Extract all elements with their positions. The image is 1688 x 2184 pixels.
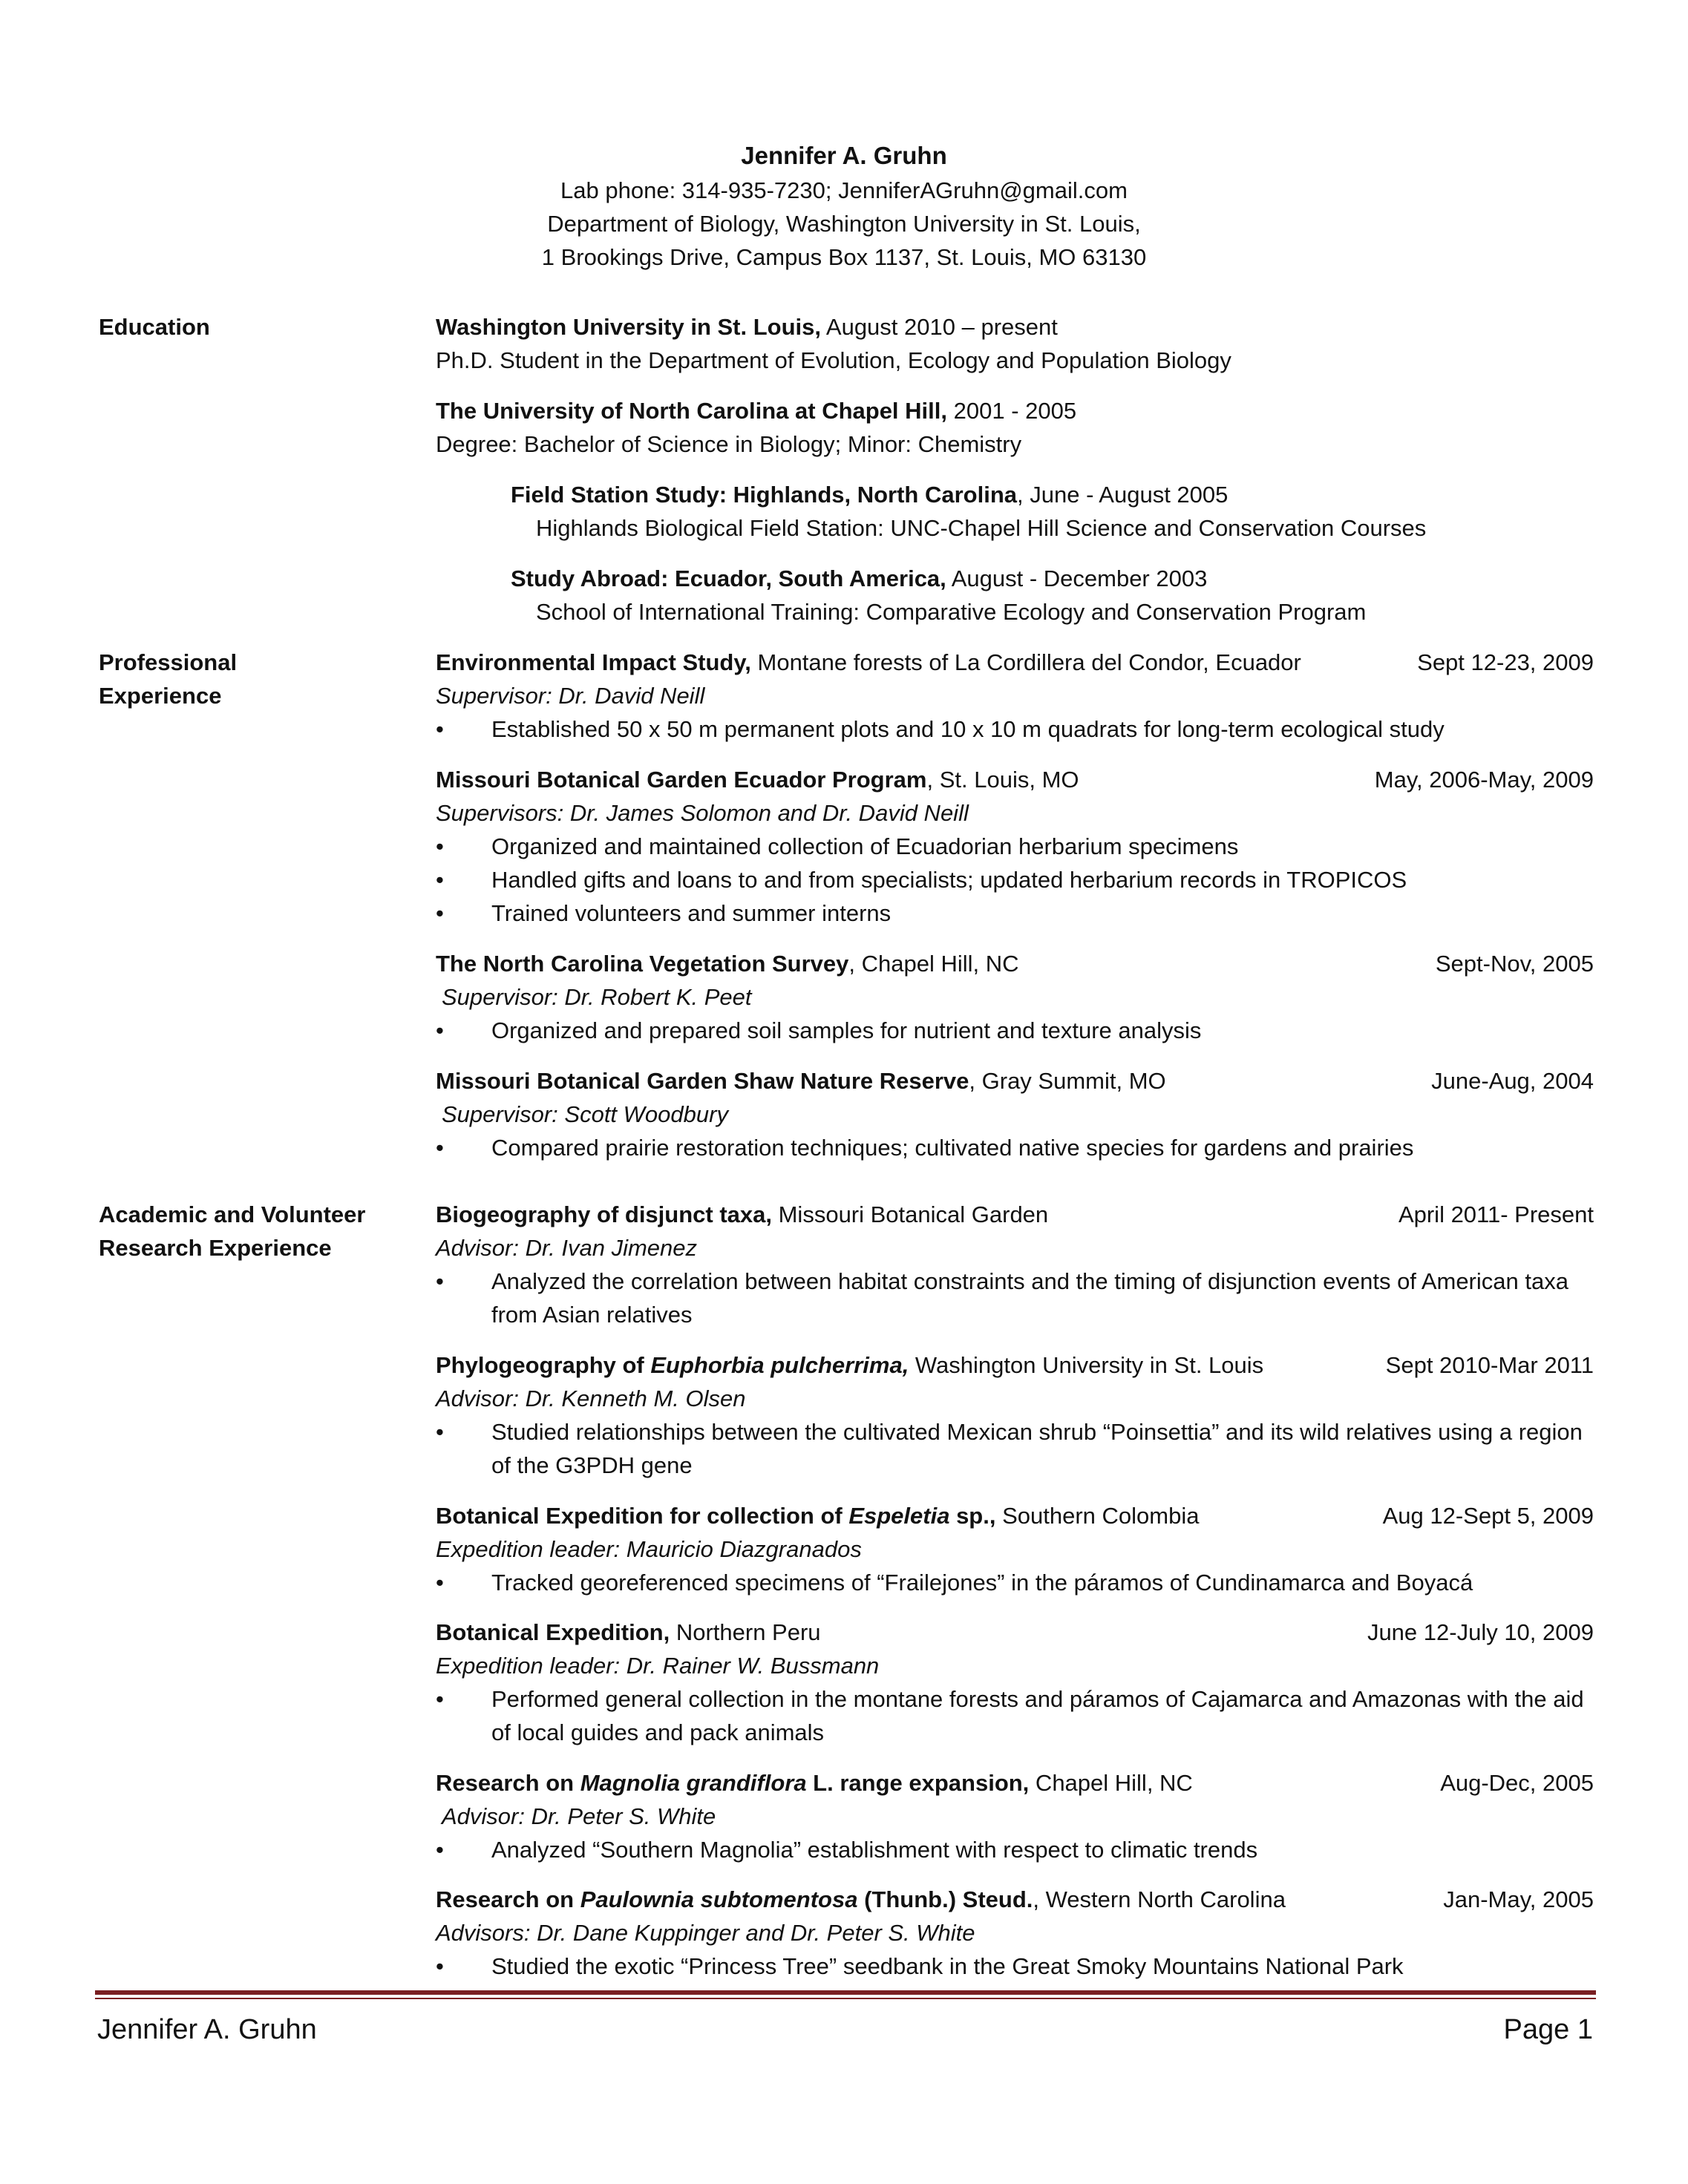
education-entry-wustl (436, 310, 1594, 377)
section-label-academic (99, 1198, 418, 1265)
entry-org: The University of North Carolina at Chapel Hill, (436, 398, 947, 424)
academic-entry-peru-expedition (436, 1616, 1594, 1749)
bullet-item: • Organized and prepared soil samples for nutrient and texture analysis (436, 1014, 1594, 1047)
academic-entry-biogeography (436, 1198, 1594, 1331)
footer-name: Jennifer A. Gruhn (97, 2014, 317, 2045)
entry-description: Highlands Biological Field Station: UNC-Chapel Hill Science and Conservation Courses (536, 515, 1427, 541)
education-entry-unc (436, 394, 1594, 461)
section-label-education: Education (99, 314, 210, 340)
bullet-item: • Studied the exotic “Princess Tree” seedbank in the Great Smoky Mountains National Park (436, 1949, 1594, 1983)
entry-details: August - December 2003 (946, 565, 1208, 591)
bullet-item: • Handled gifts and loans to and from specialists; updated herbarium records in TROPICOS (436, 863, 1594, 896)
entry-supervisor: Advisor: Dr. Kenneth M. Olsen (436, 1386, 746, 1411)
entry-heading (436, 1499, 1594, 1532)
entry-bullets (436, 830, 1594, 930)
entry-details: , St. Louis, MO (926, 767, 1079, 793)
education-entry-study-abroad (511, 562, 1594, 629)
entry-details: , Western North Carolina (1033, 1886, 1286, 1912)
entry-bullets (436, 712, 1594, 746)
entry-supervisor: Supervisor: Dr. David Neill (436, 683, 705, 709)
entry-details: , June - August 2005 (1017, 482, 1229, 508)
academic-entry-paulownia (436, 1883, 1594, 1983)
entry-details: Washington University in St. Louis (909, 1352, 1264, 1378)
bullet-item: • Established 50 x 50 m permanent plots and 10 x 10 m quadrats for long-term ecological study (436, 712, 1594, 746)
contact-line: Lab phone: 314-935-7230; JenniferAGruhn@gmail.com (560, 177, 1128, 203)
entry-heading (436, 1616, 1594, 1649)
entry-date: April 2011- Present (1398, 1201, 1594, 1227)
entry-heading (511, 562, 1594, 595)
entry-details: , Chapel Hill, NC (848, 951, 1019, 977)
academic-entry-magnolia (436, 1766, 1594, 1866)
entry-details: Montane forests of La Cordillera del Condor, Ecuador (750, 649, 1301, 675)
entry-details: Northern Peru (670, 1619, 821, 1645)
entry-org-suffix: sp., (949, 1503, 996, 1529)
entry-supervisor: Advisors: Dr. Dane Kuppinger and Dr. Peter S. White (436, 1920, 975, 1946)
resume-header (0, 138, 1688, 274)
entry-org-taxon: Euphorbia pulcherrima, (650, 1352, 909, 1378)
entry-description: Degree: Bachelor of Science in Biology; Minor: Chemistry (436, 431, 1022, 457)
bullet-item: • Analyzed “Southern Magnolia” establishment with respect to climatic trends (436, 1833, 1594, 1866)
entry-org: Washington University in St. Louis, (436, 314, 821, 340)
entry-org: The North Carolina Vegetation Survey (436, 951, 849, 977)
professional-entry-nc-vegetation-survey (436, 947, 1594, 1047)
entry-bullets (436, 1566, 1594, 1599)
entry-org: Phylogeography of (436, 1352, 651, 1378)
entry-heading (436, 947, 1594, 980)
section-label-line: Academic and Volunteer (99, 1201, 366, 1227)
entry-supervisor: Expedition leader: Dr. Rainer W. Bussmann (436, 1653, 880, 1679)
entry-bullets (436, 1949, 1594, 1983)
entry-heading (436, 310, 1594, 344)
entry-description: Ph.D. Student in the Department of Evolution, Ecology and Population Biology (436, 347, 1231, 373)
footer-divider-thin (95, 1998, 1596, 1999)
entry-bullets (436, 1682, 1594, 1749)
footer-divider (95, 1990, 1596, 1995)
section-label-line: Research Experience (99, 1235, 332, 1261)
entry-date: Sept 12-23, 2009 (1417, 649, 1594, 675)
entry-details: August 2010 – present (821, 314, 1058, 340)
entry-org: Research on (436, 1770, 580, 1796)
entry-heading (436, 1766, 1594, 1800)
entry-supervisor: Advisor: Dr. Peter S. White (442, 1803, 716, 1829)
bullet-item: • Performed general collection in the montane forests and páramos of Cajamarca and Amazonas with the aid of local guides and pack animals (436, 1682, 1594, 1749)
entry-supervisor: Supervisor: Dr. Robert K. Peet (442, 984, 752, 1010)
entry-details: Chapel Hill, NC (1029, 1770, 1193, 1796)
page-number: Page 1 (1503, 2014, 1593, 2045)
entry-heading (511, 478, 1594, 511)
entry-description: School of International Training: Comparative Ecology and Conservation Program (536, 599, 1367, 625)
section-label-line: Experience (99, 683, 222, 709)
entry-org: Missouri Botanical Garden Ecuador Program (436, 767, 927, 793)
academic-entry-espeletia-expedition (436, 1499, 1594, 1599)
entry-details: 2001 - 2005 (947, 398, 1077, 424)
entry-heading (436, 1198, 1594, 1231)
entry-supervisor: Supervisors: Dr. James Solomon and Dr. David Neill (436, 800, 969, 826)
entry-heading (436, 394, 1594, 427)
entry-org-suffix: L. range expansion, (806, 1770, 1030, 1796)
entry-supervisor: Supervisor: Scott Woodbury (442, 1101, 728, 1127)
bullet-item: • Tracked georeferenced specimens of “Frailejones” in the páramos of Cundinamarca and Boyacá (436, 1566, 1594, 1599)
entry-heading (436, 763, 1594, 796)
bullet-item: • Compared prairie restoration techniques; cultivated native species for gardens and prairies (436, 1131, 1594, 1164)
entry-date: Sept-Nov, 2005 (1435, 951, 1594, 977)
entry-date: Sept 2010-Mar 2011 (1385, 1352, 1594, 1378)
section-label-line: Professional (99, 649, 238, 675)
bullet-item: • Trained volunteers and summer interns (436, 896, 1594, 930)
entry-bullets (436, 1131, 1594, 1164)
bullet-item: • Analyzed the correlation between habitat constraints and the timing of disjunction events of American taxa from Asian relatives (436, 1265, 1594, 1331)
entry-org-taxon: Paulownia subtomentosa (580, 1886, 858, 1912)
entry-supervisor: Expedition leader: Mauricio Diazgranados (436, 1536, 862, 1562)
entry-org: Biogeography of disjunct taxa, (436, 1201, 772, 1227)
entry-details: , Gray Summit, MO (969, 1068, 1166, 1094)
entry-date: Jan-May, 2005 (1443, 1886, 1594, 1912)
education-entry-field-station (511, 478, 1594, 545)
entry-heading (436, 1064, 1594, 1098)
entry-org: Field Station Study: Highlands, North Carolina (511, 482, 1018, 508)
entry-org-taxon: Magnolia grandiflora (580, 1770, 807, 1796)
entry-date: June 12-July 10, 2009 (1367, 1619, 1594, 1645)
entry-date: Aug-Dec, 2005 (1440, 1770, 1594, 1796)
entry-bullets (436, 1415, 1594, 1482)
entry-org: Botanical Expedition for collection of (436, 1503, 849, 1529)
entry-bullets (436, 1014, 1594, 1047)
entry-details: Missouri Botanical Garden (772, 1201, 1049, 1227)
entry-bullets (436, 1265, 1594, 1331)
entry-org: Research on (436, 1886, 580, 1912)
section-label-professional (99, 646, 418, 712)
bullet-item: • Studied relationships between the cultivated Mexican shrub “Poinsettia” and its wild relatives using a region of the G3PDH gene (436, 1415, 1594, 1482)
entry-date: May, 2006-May, 2009 (1374, 767, 1594, 793)
entry-heading (436, 646, 1594, 679)
professional-entry-mbg-ecuador (436, 763, 1594, 930)
bullet-item: • Organized and maintained collection of Ecuadorian herbarium specimens (436, 830, 1594, 863)
candidate-name: Jennifer A. Gruhn (741, 142, 947, 169)
entry-org-taxon: Espeletia (848, 1503, 950, 1529)
entry-org: Environmental Impact Study, (436, 649, 751, 675)
entry-supervisor: Advisor: Dr. Ivan Jimenez (436, 1235, 698, 1261)
entry-date: June-Aug, 2004 (1431, 1068, 1594, 1094)
entry-org: Study Abroad: Ecuador, South America, (511, 565, 946, 591)
entry-heading (436, 1883, 1594, 1916)
professional-entry-shaw-nature-reserve (436, 1064, 1594, 1164)
entry-org: Missouri Botanical Garden Shaw Nature Reserve (436, 1068, 969, 1094)
entry-details: Southern Colombia (995, 1503, 1200, 1529)
entry-bullets (436, 1833, 1594, 1866)
entry-org-suffix: (Thunb.) Steud. (857, 1886, 1033, 1912)
entry-heading (436, 1348, 1594, 1382)
academic-entry-phylogeography (436, 1348, 1594, 1482)
professional-entry-environmental-impact (436, 646, 1594, 746)
entry-org: Botanical Expedition, (436, 1619, 670, 1645)
entry-date: Aug 12-Sept 5, 2009 (1382, 1503, 1594, 1529)
address-line: 1 Brookings Drive, Campus Box 1137, St. Louis, MO 63130 (541, 244, 1147, 270)
department-line: Department of Biology, Washington University in St. Louis, (547, 211, 1141, 237)
